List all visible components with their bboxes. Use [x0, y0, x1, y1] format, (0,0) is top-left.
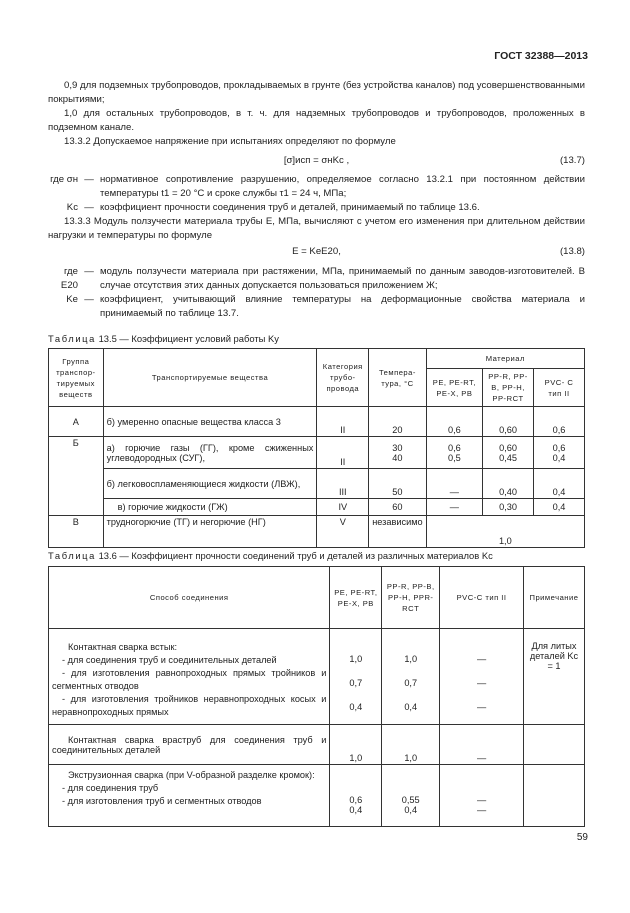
legend-text: модуль ползучести материала при растяжении, МПа, принимаемый по данным заводов-изготовителей. В случае отсутствия этих данных допускается пользоваться приложением Ж; [100, 266, 585, 291]
header-category: Категория трубо-провода [317, 349, 369, 407]
cell-temperature: 30 40 [369, 437, 426, 469]
formula-legend [48, 265, 585, 321]
header-temperature: Темпера-тура, °С [369, 349, 426, 407]
header-material-2: PP-R, PP-B, PP-H, PP-RCT [483, 369, 534, 407]
cell-temperature: независимо [369, 516, 426, 548]
cell-note: Для литых деталей Kc = 1 [523, 629, 584, 725]
cell-material-3: 0,6 [534, 407, 585, 437]
formula-legend [48, 173, 585, 215]
value: — [476, 805, 487, 815]
table-row [49, 516, 585, 548]
header-note: Примечание [523, 567, 584, 629]
cell-temperature: 50 [369, 469, 426, 499]
table-caption [48, 333, 279, 344]
cell-method: Контактная сварка враструб для соединения труб и соединительных деталей [49, 725, 330, 765]
cell-material-1 [330, 629, 382, 725]
page-number: 59 [576, 832, 588, 843]
cell-temperature: 20 [369, 407, 426, 437]
method-line: - для соединения труб и соединительных деталей [62, 655, 277, 665]
cell-category: II [317, 437, 369, 469]
paragraph: 1,0 для остальных трубопроводов, в т. ч. для надземных трубопроводов и трубопроводов, проложенных в подземном канале. [48, 108, 585, 133]
formula-number: (13.8) [559, 246, 585, 257]
cell-material-2: 0,30 [483, 499, 534, 516]
cell-category: V [317, 516, 369, 548]
cell-material-2: 0,40 [483, 469, 534, 499]
cell-category: II [317, 407, 369, 437]
table-row [49, 765, 585, 827]
cell-substance: б) легковоспламеняющиеся жидкости (ЛВЖ), [103, 469, 317, 499]
table-row [49, 469, 585, 499]
cell-material-all: 1,0 [426, 516, 584, 548]
cell-group: В [49, 516, 104, 548]
header-material-1: PE, PE-RT, PE-X, PB [330, 567, 382, 629]
cell-substance: в) горючие жидкости (ГЖ) [103, 499, 317, 516]
table-row [49, 499, 585, 516]
header-material: Материал [426, 349, 584, 369]
table-row [49, 437, 585, 469]
paragraph: 13.3.2 Допускаемое напряжение при испытаниях определяют по формуле [64, 136, 396, 147]
value: 0,4 [349, 702, 363, 712]
header-material-1: PE, PE-RT, PE-X, PB [426, 369, 482, 407]
table-13-6 [48, 566, 585, 827]
legend-text: нормативное сопротивление разрушению, определяемое согласно 13.2.1 при постоянном действии температуры t1 = 20 °С и сроке службы τ1 = 24 ч, МПа; [100, 174, 585, 199]
value: 0,4 [404, 805, 418, 815]
method-title: Контактная сварка встык: [68, 642, 178, 652]
method-line: - для изготовления труб и сегментных отводов [62, 796, 262, 806]
header-material-3: PVC- C тип II [534, 369, 585, 407]
table-13-5 [48, 348, 585, 548]
cell-material-3 [440, 629, 524, 725]
cell-material-2 [382, 629, 440, 725]
method-line: - для изготовления тройников неравнопроходных косых и неравнопроходных прямых [52, 694, 327, 717]
method-line: - для изготовления равнопроходных прямых тройников и сегментных отводов [52, 668, 327, 691]
cell-material-1: 1,0 [330, 725, 382, 765]
value: — [476, 678, 487, 688]
header-substances: Транспортируемые вещества [103, 349, 317, 407]
cell-material-3: 0,6 0,4 [534, 437, 585, 469]
formula-number: (13.7) [559, 155, 585, 166]
legend-symbol: Ke [66, 294, 78, 305]
table-row [49, 629, 585, 725]
cell-note-empty [523, 765, 584, 827]
value: 0,4 [349, 805, 363, 815]
cell-material-3: — [440, 725, 524, 765]
value: 0,4 [404, 702, 418, 712]
cell-material-3: 0,4 [534, 469, 585, 499]
cell-substance: а) горючие газы (ГГ), кроме сжиженных углеводородных (СУГ), [103, 437, 317, 469]
paragraph: 13.3.3 Модуль ползучести материала трубы E, МПа, вычисляют с учетом его изменения при длительном действии нагрузки и температуры по формуле [48, 216, 585, 241]
cell-material-3 [440, 765, 524, 827]
value: — [476, 795, 487, 805]
caption-text: 13.5 — Коэффициент условий работы Ky [98, 333, 279, 344]
cell-material-1: — [426, 469, 482, 499]
caption-text: 13.6 — Коэффициент прочности соединений труб и деталей из различных материалов Kc [98, 550, 493, 561]
caption-label: Таблица [48, 550, 96, 561]
value: 1,0 [349, 654, 363, 664]
cell-material-1: — [426, 499, 482, 516]
value: 0,7 [349, 678, 363, 688]
header-material-2: PP-R, PP-B, PP-H, PPR-RCT [382, 567, 440, 629]
legend-dash: — [84, 202, 94, 213]
table-caption [48, 550, 493, 561]
cell-category: III [317, 469, 369, 499]
cell-category: IV [317, 499, 369, 516]
cell-substance: б) умеренно опасные вещества класса 3 [103, 407, 317, 437]
document-header: ГОСТ 32388—2013 [494, 50, 588, 62]
cell-material-1 [330, 765, 382, 827]
cell-material-2: 0,60 0,45 [483, 437, 534, 469]
cell-material-2 [382, 765, 440, 827]
header-group: Группа транспор-тируемых веществ [49, 349, 104, 407]
legend-dash: — [84, 294, 94, 305]
cell-material-3: 0,4 [534, 499, 585, 516]
value: 0,7 [404, 678, 418, 688]
value: 0,55 [401, 795, 420, 805]
legend-text: коэффициент прочности соединения труб и деталей, принимаемый по таблице 13.6. [100, 202, 480, 213]
cell-material-2: 0,60 [483, 407, 534, 437]
formula-text: [σ]исп = σнKc , [283, 155, 350, 166]
value: — [476, 654, 487, 664]
method-title: Экструзионная сварка (при V-образной разделке кромок): [68, 770, 315, 780]
value: 0,6 [349, 795, 363, 805]
formula-text: E = KeE20, [292, 246, 341, 257]
legend-symbol: Kc [66, 202, 78, 213]
table-row [49, 407, 585, 437]
cell-method [49, 765, 330, 827]
value: 1,0 [404, 654, 418, 664]
cell-temperature: 60 [369, 499, 426, 516]
legend-symbol: где σн [50, 174, 78, 185]
legend-dash: — [84, 266, 94, 277]
caption-label: Таблица [48, 333, 96, 344]
legend-symbol: где E20 [60, 266, 78, 291]
cell-method [49, 629, 330, 725]
cell-material-1: 0,6 0,5 [426, 437, 482, 469]
cell-material-1: 0,6 [426, 407, 482, 437]
table-row [49, 725, 585, 765]
legend-text: коэффициент, учитывающий влияние температуры на деформационные свойства материала и принимаемый по таблице 13.7. [100, 294, 585, 319]
cell-group: Б [49, 437, 104, 516]
paragraph: 0,9 для подземных трубопроводов, прокладываемых в грунте (без устройства каналов) под усовершенствованными покрытиями; [48, 80, 585, 105]
legend-dash: — [84, 174, 94, 185]
cell-group: А [49, 407, 104, 437]
header-material-3: PVC-C тип II [440, 567, 524, 629]
value: — [476, 702, 487, 712]
method-line: - для соединения труб [62, 783, 159, 793]
cell-material-2: 1,0 [382, 725, 440, 765]
header-method: Способ соединения [49, 567, 330, 629]
cell-note-empty [523, 725, 584, 765]
cell-substance: трудногорючие (ТГ) и негорючие (НГ) [103, 516, 317, 548]
